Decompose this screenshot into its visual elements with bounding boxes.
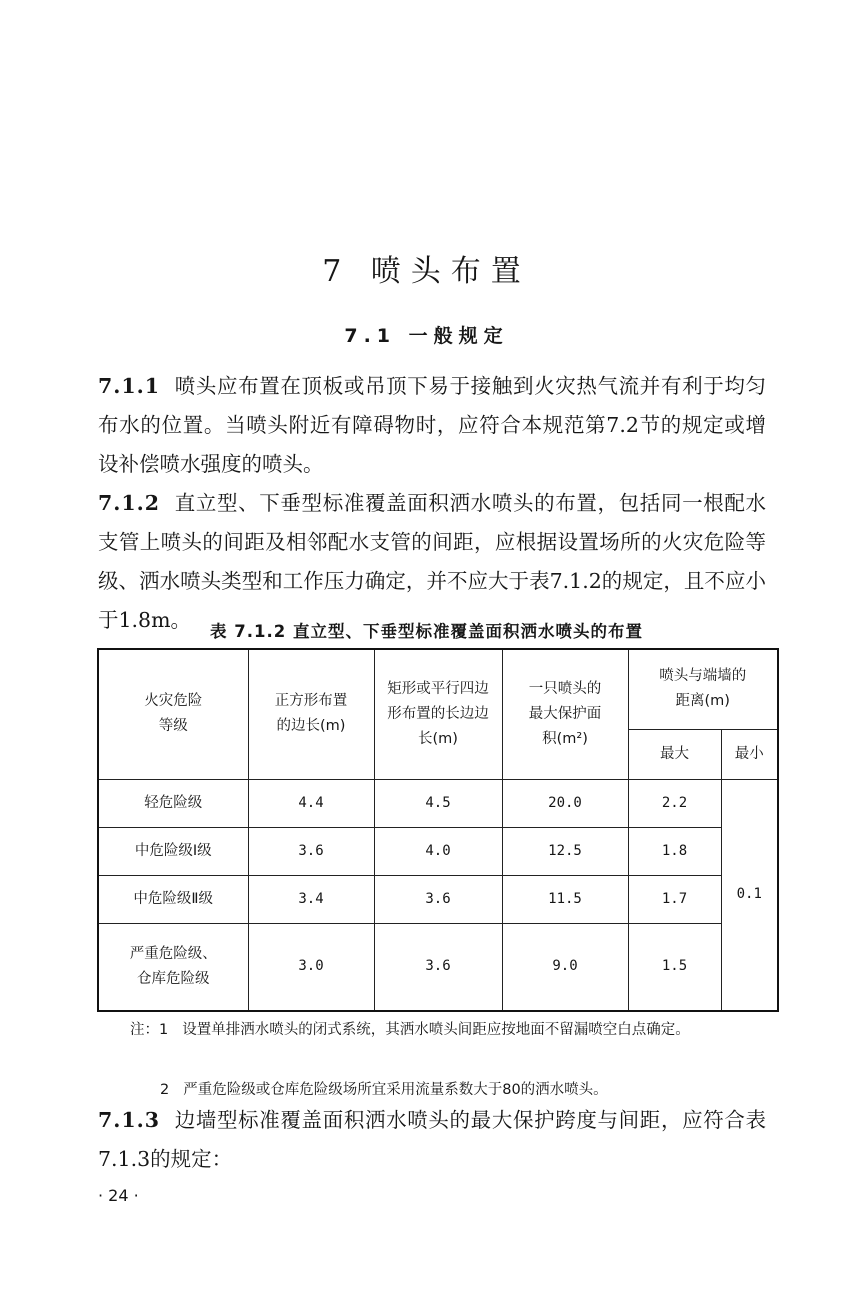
table-row — [98, 779, 778, 827]
clause-text: 直立型、下垂型标准覆盖面积洒水喷头的布置，包括同一根配水支管上喷头的间距及相邻配水支管的间距，应根据设置场所的火灾危险等级、洒水喷头类型和工作压力确定，并不应大于表7.1.2的规定，且不应小于1.8m。 — [98, 491, 766, 632]
table-caption: 表 7.1.2 直立型、下垂型标准覆盖面积洒水喷头的布置 — [210, 622, 643, 641]
note-label: 注： — [130, 1022, 159, 1038]
header-wall-min: 最小 — [721, 729, 778, 779]
cell-wall-min: 0.1 — [721, 779, 778, 1011]
cell-max-area: 9.0 — [502, 923, 628, 1011]
cell-square-side: 3.6 — [248, 827, 374, 875]
clause-number: 7.1.2 — [98, 491, 161, 515]
cell-wall-max: 2.2 — [628, 779, 721, 827]
cell-hazard-class: 严重危险级、仓库危险级 — [98, 923, 248, 1011]
header-rect-side: 矩形或平行四边形布置的长边边长(m) — [374, 649, 502, 779]
table-row — [98, 875, 778, 923]
clause-7-1-1 — [98, 367, 766, 484]
cell-wall-max: 1.5 — [628, 923, 721, 1011]
clause-7-1-2 — [98, 484, 766, 640]
chapter-title: 7 喷头布置 — [322, 254, 531, 290]
page-number: · 24 · — [98, 1186, 139, 1205]
header-wall-max: 最大 — [628, 729, 721, 779]
header-hazard-class: 火灾危险等级 — [98, 649, 248, 779]
cell-max-area: 11.5 — [502, 875, 628, 923]
note-number: 2 — [160, 1082, 170, 1098]
cell-square-side: 4.4 — [248, 779, 374, 827]
cell-max-area: 12.5 — [502, 827, 628, 875]
cell-wall-max: 1.7 — [628, 875, 721, 923]
clause-number: 7.1.1 — [98, 374, 161, 398]
cell-square-side: 3.4 — [248, 875, 374, 923]
cell-hazard-class: 中危险级Ⅰ级 — [98, 827, 248, 875]
table-row — [98, 923, 778, 1011]
cell-square-side: 3.0 — [248, 923, 374, 1011]
table-header-row — [98, 649, 778, 729]
section-title: 7.1 一般规定 — [344, 325, 509, 347]
table-note-1 — [130, 1015, 770, 1045]
cell-wall-max: 1.8 — [628, 827, 721, 875]
cell-rect-side: 4.0 — [374, 827, 502, 875]
note-text: 严重危险级或仓库危险级场所宜采用流量系数大于80的洒水喷头。 — [183, 1082, 608, 1098]
cell-hazard-class: 轻危险级 — [98, 779, 248, 827]
header-wall-distance: 喷头与端墙的距离(m) — [628, 649, 778, 729]
clause-text: 喷头应布置在顶板或吊顶下易于接触到火灾热气流并有利于均匀布水的位置。当喷头附近有障碍物时，应符合本规范第7.2节的规定或增设补偿喷水强度的喷头。 — [98, 374, 766, 476]
clause-7-1-3 — [98, 1101, 766, 1179]
table-row — [98, 827, 778, 875]
cell-rect-side: 3.6 — [374, 875, 502, 923]
header-max-area: 一只喷头的最大保护面积(m²) — [502, 649, 628, 779]
note-text: 设置单排洒水喷头的闭式系统，其洒水喷头间距应按地面不留漏喷空白点确定。 — [182, 1022, 690, 1038]
clause-number: 7.1.3 — [98, 1108, 161, 1132]
header-square-side: 正方形布置的边长(m) — [248, 649, 374, 779]
sprinkler-layout-table — [97, 648, 779, 1012]
note-number: 1 — [159, 1022, 169, 1038]
clause-text: 边墙型标准覆盖面积洒水喷头的最大保护跨度与间距，应符合表7.1.3的规定： — [98, 1108, 766, 1171]
cell-max-area: 20.0 — [502, 779, 628, 827]
cell-hazard-class: 中危险级Ⅱ级 — [98, 875, 248, 923]
cell-rect-side: 3.6 — [374, 923, 502, 1011]
cell-rect-side: 4.5 — [374, 779, 502, 827]
